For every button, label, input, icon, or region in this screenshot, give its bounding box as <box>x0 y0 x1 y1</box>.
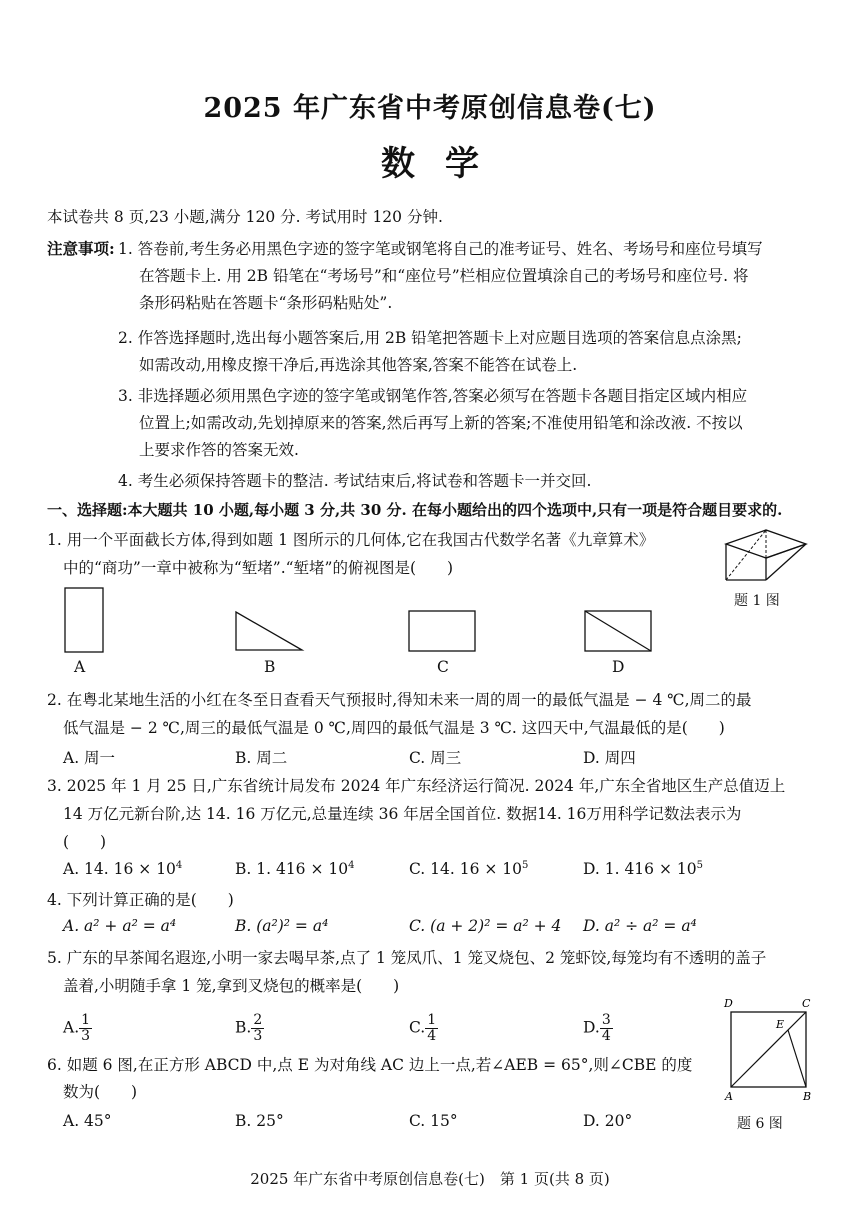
q6-vertex-a: A <box>725 1090 733 1103</box>
q2-option-a: A. 周一 <box>63 749 116 767</box>
q3-line-3: ( ) <box>63 833 107 851</box>
q1-option-d-figure <box>584 610 652 652</box>
q3-option-b: B. 1. $416 \times 10^4$ <box>235 860 355 879</box>
q6-vertex-d: D <box>724 997 733 1010</box>
q1-option-a-figure <box>64 587 104 653</box>
q6-figure-caption: 题 6 图 <box>737 1116 783 1132</box>
q4-option-d: D. a² ÷ a² = a⁴ <box>583 917 697 935</box>
q3-option-d: D. 1. $416 \times 10^5$ <box>583 860 703 879</box>
note-3-line-1: 3. 非选择题必须用黑色字迹的签字笔或钢笔作答,答案必须写在答题卡各题目指定区域内相应 <box>118 387 748 405</box>
q1-option-b-label: B <box>264 658 276 676</box>
q6-vertex-b: B <box>803 1090 812 1103</box>
q4-option-b: B. (a²)² = a⁴ <box>235 917 329 935</box>
q6-vertex-e: E <box>776 1018 785 1031</box>
q3-option-c: C. 14. $16 \times 10^5$ <box>409 860 529 879</box>
q1-line-1: 1. 用一个平面截长方体,得到如题 1 图所示的几何体,它在我国古代数学名著《九章算术》 <box>47 531 655 549</box>
q3-line-2: 14 万亿元新台阶,达 14. 16 万亿元,总量连续 36 年居全国首位. 数据14. 16万用科学记数法表示为 <box>63 805 742 823</box>
q5-option-c: C. $\frac{1}{4}$ <box>409 1012 437 1044</box>
q2-line-1: 2. 在粤北某地生活的小红在冬至日查看天气预报时,得知未来一周的周一的最低气温是 − 4 ℃,周二的最 <box>47 691 752 709</box>
q1-option-c-label: C <box>437 658 449 676</box>
q2-option-c: C. 周三 <box>409 749 462 767</box>
q6-option-c: C. 15° <box>409 1112 458 1130</box>
q2-line-2: 低气温是 − 2 ℃,周三的最低气温是 0 ℃,周四的最低气温是 3 ℃. 这四天中,气温最低的是( ) <box>63 719 725 737</box>
q1-option-a-label: A <box>74 658 86 676</box>
q6-option-b: B. 25° <box>235 1112 284 1130</box>
exam-intro: 本试卷共 8 页,23 小题,满分 120 分. 考试用时 120 分钟. <box>47 208 443 226</box>
note-3-line-3: 上要求作答的答案无效. <box>139 441 299 459</box>
q5-option-a: A. $\frac{1}{3}$ <box>63 1012 91 1044</box>
note-1-line-3: 条形码粘贴在答题卡“条形码粘贴处”. <box>139 294 393 312</box>
q1-option-d-label: D <box>612 658 625 676</box>
q6-option-d: D. 20° <box>583 1112 633 1130</box>
section-heading: 一、选择题:本大题共 10 小题,每小题 3 分,共 30 分. 在每小题给出的四个选项中,只有一项是符合题目要求的. <box>47 501 783 519</box>
q2-option-d: D. 周四 <box>583 749 636 767</box>
q1-option-c-figure <box>408 610 476 652</box>
q4-option-c: C. (a + 2)² = a² + 4 <box>409 917 562 935</box>
q2-option-b: B. 周二 <box>235 749 288 767</box>
note-1-line-1: 1. 答卷前,考生务必用黑色字迹的签字笔或钢笔将自己的准考证号、姓名、考场号和座位号填写 <box>118 240 763 258</box>
q6-vertex-c: C <box>802 997 811 1010</box>
q1-prism-figure <box>718 528 810 584</box>
q6-line-2: 数为( ) <box>63 1083 138 1101</box>
q5-line-2: 盖着,小明随手拿 1 笼,拿到叉烧包的概率是( ) <box>63 977 400 995</box>
exam-title: 2025 年广东省中考原创信息卷(七) <box>203 93 657 124</box>
q5-option-d: D. $\frac{3}{4}$ <box>583 1012 611 1044</box>
q6-square-figure <box>720 996 820 1106</box>
q5-line-1: 5. 广东的早茶闻名遐迩,小明一家去喝早茶,点了 1 笼凤爪、1 笼叉烧包、2 笼虾饺,每笼均有不透明的盖子 <box>47 949 767 967</box>
note-2-line-2: 如需改动,用橡皮擦干净后,再选涂其他答案,答案不能答在试卷上. <box>139 356 578 374</box>
note-2-line-1: 2. 作答选择题时,选出每小题答案后,用 2B 铅笔把答题卡上对应题目选项的答案信息点涂黑; <box>118 329 742 347</box>
q5-option-b: B. $\frac{2}{3}$ <box>235 1012 263 1044</box>
q1-option-b-figure <box>234 610 304 652</box>
note-3-line-2: 位置上;如需改动,先划掉原来的答案,然后再写上新的答案;不准使用铅笔和涂改液. 不按以 <box>139 414 743 432</box>
subject-title: 数学 <box>381 144 509 184</box>
q4-option-a: A. a² + a² = a⁴ <box>63 917 177 935</box>
note-1-line-2: 在答题卡上. 用 2B 铅笔在“考场号”和“座位号”栏相应位置填涂自己的考场号和座位号. 将 <box>139 267 749 285</box>
q3-option-a: A. 14. $16 \times 10^4$ <box>63 860 183 879</box>
q6-line-1: 6. 如题 6 图,在正方形 ABCD 中,点 E 为对角线 AC 边上一点,若∠AEB = 65°,则∠CBE 的度 <box>47 1056 693 1074</box>
q4-line: 4. 下列计算正确的是( ) <box>47 891 234 909</box>
q1-line-2: 中的“商功”一章中被称为“堑堵”.“堑堵”的俯视图是( ) <box>63 559 454 577</box>
q3-line-1: 3. 2025 年 1 月 25 日,广东省统计局发布 2024 年广东经济运行简况. 2024 年,广东全省地区生产总值迈上 <box>47 777 786 795</box>
notes-label: 注意事项: <box>47 239 115 258</box>
q6-option-a: A. 45° <box>63 1112 112 1130</box>
note-4: 4. 考生必须保持答题卡的整洁. 考试结束后,将试卷和答题卡一并交回. <box>118 472 592 490</box>
page-footer: 2025 年广东省中考原创信息卷(七) 第 1 页(共 8 页) <box>250 1170 610 1188</box>
q1-figure-caption: 题 1 图 <box>734 593 780 609</box>
